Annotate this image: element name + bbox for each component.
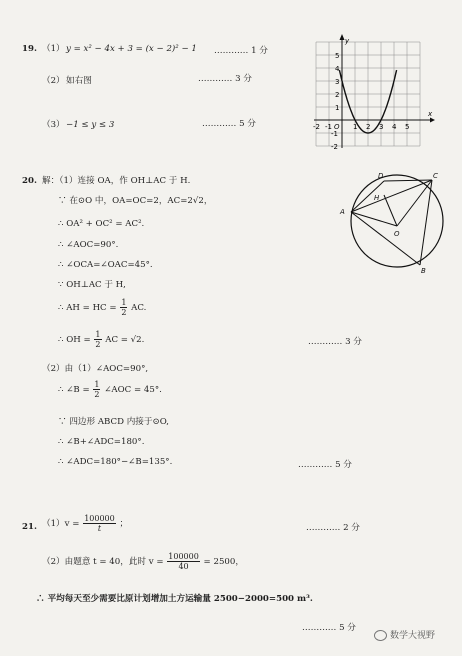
fraction-numerator: 1 bbox=[95, 330, 101, 339]
q20-line4: ∴ ∠OCA=∠OAC=45°. bbox=[58, 260, 153, 270]
q21-part2-pre: （2）由题意 t = 40，此时 v = bbox=[42, 557, 164, 567]
point-a-label: A bbox=[340, 208, 345, 216]
q20-line7-pre: ∴ OH = bbox=[58, 335, 91, 345]
fraction-denominator: 2 bbox=[121, 308, 127, 317]
watermark-text: 数学大视野 bbox=[390, 631, 436, 641]
y-tick: 1 bbox=[335, 104, 340, 112]
segment-oh bbox=[384, 195, 397, 226]
x-tick: -1 bbox=[325, 123, 332, 131]
q19-part1-expression: y = x² − 4x + 3 = (x − 2)² − 1 bbox=[66, 44, 197, 54]
y-axis-label: y bbox=[345, 37, 350, 45]
q20-score-3: ………… 3 分 bbox=[308, 337, 362, 347]
y-tick: 4 bbox=[335, 65, 340, 73]
y-tick: -1 bbox=[331, 130, 338, 138]
origin-label: O bbox=[334, 123, 340, 131]
q21-part2 bbox=[42, 552, 244, 571]
fraction-half bbox=[93, 380, 100, 399]
q20-line8 bbox=[58, 380, 162, 399]
q20-line1: ∵ 在⊙O 中，OA=OC=2，AC=2√2， bbox=[58, 196, 213, 206]
fraction-denominator: 2 bbox=[95, 340, 101, 349]
x-tick: 1 bbox=[353, 123, 358, 131]
x-tick: 2 bbox=[366, 123, 371, 131]
fraction-denominator: 40 bbox=[178, 562, 189, 571]
q20-line5: ∵ OH⊥AC 于 H, bbox=[58, 280, 126, 290]
q21-conclusion: ∴ 平均每天至少需要比原计划增加土方运输量 2500−2000=500 m³. bbox=[36, 594, 313, 604]
segment-oa bbox=[351, 212, 397, 226]
fraction-denominator: 2 bbox=[94, 390, 100, 399]
q20-line11: ∴ ∠ADC=180°−∠B=135°. bbox=[58, 457, 173, 467]
x-axis-arrow bbox=[430, 118, 435, 123]
point-b-label: B bbox=[421, 267, 426, 275]
fraction-numerator: 1 bbox=[121, 298, 127, 307]
x-tick: 5 bbox=[405, 123, 410, 131]
fraction-numerator: 100000 bbox=[84, 514, 115, 523]
q19-number: 19. bbox=[22, 44, 37, 54]
point-o-label: O bbox=[394, 230, 400, 238]
point-h-label: H bbox=[374, 194, 380, 202]
q21-part2-post: = 2500， bbox=[203, 557, 244, 567]
x-tick: -2 bbox=[313, 123, 320, 131]
q20-line6-pre: ∴ AH = HC = bbox=[58, 303, 117, 313]
point-d-label: D bbox=[378, 172, 384, 180]
q20-part2-intro: （2）由（1）∠AOC=90°, bbox=[42, 364, 149, 374]
q19-part1-label: （1） bbox=[42, 44, 65, 54]
x-tick: 3 bbox=[379, 123, 384, 131]
q21-part1 bbox=[42, 514, 128, 533]
fraction-numerator: 100000 bbox=[168, 552, 199, 561]
x-tick: 4 bbox=[392, 123, 397, 131]
x-axis-label: x bbox=[428, 110, 433, 118]
circle-o bbox=[351, 175, 443, 267]
y-tick: 3 bbox=[335, 78, 340, 86]
fraction-half bbox=[94, 330, 101, 349]
watermark bbox=[374, 628, 435, 641]
q19-part3-label: （3） bbox=[42, 120, 65, 130]
point-c-label: C bbox=[433, 172, 438, 180]
fraction-numerator: 1 bbox=[94, 380, 100, 389]
parabola-graph bbox=[310, 34, 436, 152]
q20-line8-pre: ∴ ∠B = bbox=[58, 385, 90, 395]
y-tick: -2 bbox=[331, 143, 338, 151]
q20-number: 20. bbox=[22, 176, 37, 186]
q19-part2-label: （2） bbox=[42, 76, 65, 86]
circle-figure bbox=[336, 166, 454, 276]
q20-line7 bbox=[58, 330, 144, 349]
y-axis-arrow bbox=[340, 34, 345, 40]
q21-part1-pre: （1）v = bbox=[42, 519, 80, 529]
segment-ab bbox=[351, 212, 420, 265]
q19-part1-score: ………… 1 分 bbox=[214, 46, 268, 56]
y-tick: 5 bbox=[335, 52, 340, 60]
q20-line3: ∴ ∠AOC=90°. bbox=[58, 240, 119, 250]
q20-intro: 解：（1）连接 OA，作 OH⊥AC 于 H. bbox=[42, 176, 191, 186]
q20-line6-post: AC. bbox=[131, 303, 147, 313]
fraction-denominator: t bbox=[97, 524, 102, 533]
q21-score-5: ………… 5 分 bbox=[302, 623, 356, 633]
y-tick: 2 bbox=[335, 91, 340, 99]
q20-line6 bbox=[58, 298, 146, 317]
q20-line9: ∵ 四边形 ABCD 内接于⊙O, bbox=[58, 417, 169, 427]
q21-score-2: ………… 2 分 bbox=[306, 523, 360, 533]
q20-line7-post: AC = √2. bbox=[105, 335, 145, 345]
q21-part1-post: ； bbox=[119, 519, 129, 529]
q20-line10: ∴ ∠B+∠ADC=180°. bbox=[58, 437, 145, 447]
fraction-half bbox=[120, 298, 127, 317]
wechat-icon bbox=[374, 630, 387, 641]
q20-score-5: ………… 5 分 bbox=[298, 460, 352, 470]
q19-part2-score: ………… 3 分 bbox=[198, 74, 252, 84]
q19-part3-text: −1 ≤ y ≤ 3 bbox=[66, 120, 115, 130]
q20-line8-post: ∠AOC = 45°. bbox=[104, 385, 162, 395]
segment-dc bbox=[384, 180, 432, 181]
q21-number: 21. bbox=[22, 522, 37, 532]
q20-line2: ∴ OA² + OC² = AC². bbox=[58, 219, 145, 229]
q19-part2-text: 如右图 bbox=[66, 76, 92, 86]
y-tick-labels bbox=[331, 52, 340, 151]
fraction-100000-over-40 bbox=[167, 552, 200, 571]
fraction-100000-over-t bbox=[83, 514, 116, 533]
q19-part3-score: ………… 5 分 bbox=[202, 119, 256, 129]
